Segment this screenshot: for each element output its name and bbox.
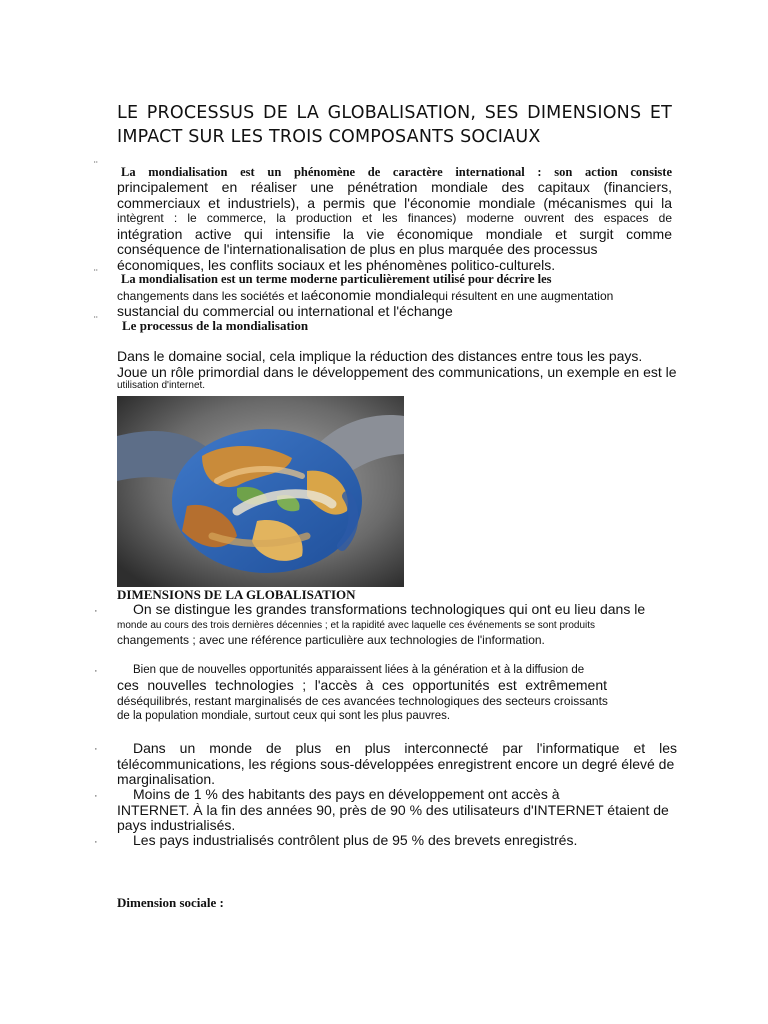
bullet-marker: · [94, 836, 98, 848]
hands-globe-image [117, 396, 404, 587]
paragraph-line: pays industrialisés. [117, 817, 236, 833]
paragraph-line [117, 287, 662, 304]
section-heading-dimension-sociale: Dimension sociale : [117, 895, 224, 910]
paragraph-line: principalement en réaliser une pénétration mondiale des capitaux (financiers, [117, 179, 672, 195]
bullet-marker: ¨ [94, 160, 98, 172]
bullet-brevets [117, 833, 677, 849]
paragraph-line: Moins de 1 % des habitants des pays en développement ont accès à [133, 786, 560, 802]
paragraph-line: marginalisation. [117, 771, 216, 787]
section-heading-dimensions: DIMENSIONS DE LA GLOBALISATION [117, 587, 356, 602]
text-run: qui résultent en une augmentation [431, 289, 614, 303]
bullet-marker: · [94, 605, 98, 617]
paragraph-line: INTERNET. À la fin des années 90, près de 90 % des utilisateurs d'INTERNET étaient de [117, 801, 669, 818]
paragraph-line: Bien que de nouvelles opportunités apparaissent liées à la génération et à la diffusion de [133, 664, 585, 676]
paragraph-line: sustancial du commercial ou international et l'échange [117, 303, 453, 319]
text-run: changements dans les sociétés et la [117, 289, 311, 303]
bullet-internet [117, 787, 677, 834]
paragraph-line: On se distingue les grandes transformations technologiques qui ont eu lieu dans le [133, 601, 646, 617]
paragraph-domaine-social [117, 349, 690, 391]
bullet-transformations [117, 602, 657, 648]
document-title [117, 101, 672, 149]
paragraph-line: monde au cours des trois dernières décennies ; et la rapidité avec laquelle ces événements se sont produits [117, 619, 596, 631]
paragraph-line: commerciaux et industriels), a permis que l'économie mondiale (mécanismes qui la [117, 194, 672, 211]
title-line-2: IMPACT SUR LES TROIS COMPOSANTS SOCIAUX [117, 127, 541, 147]
paragraph-mondialisation-definition [117, 164, 672, 273]
paragraph-line: utilisation d'internet. [117, 380, 206, 391]
paragraph-line: Dans le domaine social, cela implique la réduction des distances entre tous les pays. [117, 348, 643, 364]
paragraph-line: Dans un monde de plus en plus interconnecté par l'informatique et les [133, 740, 677, 756]
paragraph-line: intégration active qui intensifie la vie économique mondiale et surgit comme [117, 225, 672, 242]
bullet-marker: · [94, 743, 98, 755]
text-run: économie mondiale [310, 287, 432, 303]
paragraph-line: intègrent : le commerce, la production et les finances) moderne ouvrent des espaces de [117, 211, 672, 225]
paragraph-line: déséquilibrés, restant marginalisés de ces avancées technologiques des secteurs croissants [117, 693, 608, 708]
paragraph-line: Les pays industrialisés contrôlent plus de 95 % des brevets enregistrés. [133, 832, 578, 848]
paragraph-lead: La mondialisation est un phénomène de caractère international : son action consiste [121, 165, 672, 179]
bullet-opportunites [117, 663, 657, 724]
bullet-marker: ¨ [94, 268, 98, 280]
title-line-1: LE PROCESSUS DE LA GLOBALISATION, SES DIMENSIONS ET [117, 103, 672, 123]
paragraph-line: changements ; avec une référence particulière aux technologies de l'information. [117, 632, 545, 647]
bullet-marker: · [94, 790, 98, 802]
paragraph-line: télécommunications, les régions sous-développées enregistrent encore un degré élevé de [117, 755, 675, 772]
bullet-marker: ¨ [94, 315, 98, 327]
bullet-marker: · [94, 665, 98, 677]
paragraph-line: ces nouvelles technologies ; l'accès à ces opportunités est extrêmement [117, 677, 607, 693]
hands-globe-illustration [117, 396, 404, 587]
paragraph-lead: La mondialisation est un terme moderne particulièrement utilisé pour décrire les [121, 272, 552, 286]
paragraph-mondialisation-terme [117, 272, 662, 320]
bullet-interconnecte [117, 741, 677, 788]
paragraph-line: économiques, les conflits sociaux et les phénomènes politico-culturels. [117, 256, 556, 273]
paragraph-line: conséquence de l'internationalisation de plus en plus marquée des processus [117, 241, 598, 257]
paragraph-line: Joue un rôle primordial dans le développement des communications, un exemple en est le [117, 363, 677, 380]
section-heading-processus: Le processus de la mondialisation [122, 318, 309, 333]
paragraph-line: de la population mondiale, surtout ceux qui sont les plus pauvres. [117, 710, 451, 722]
